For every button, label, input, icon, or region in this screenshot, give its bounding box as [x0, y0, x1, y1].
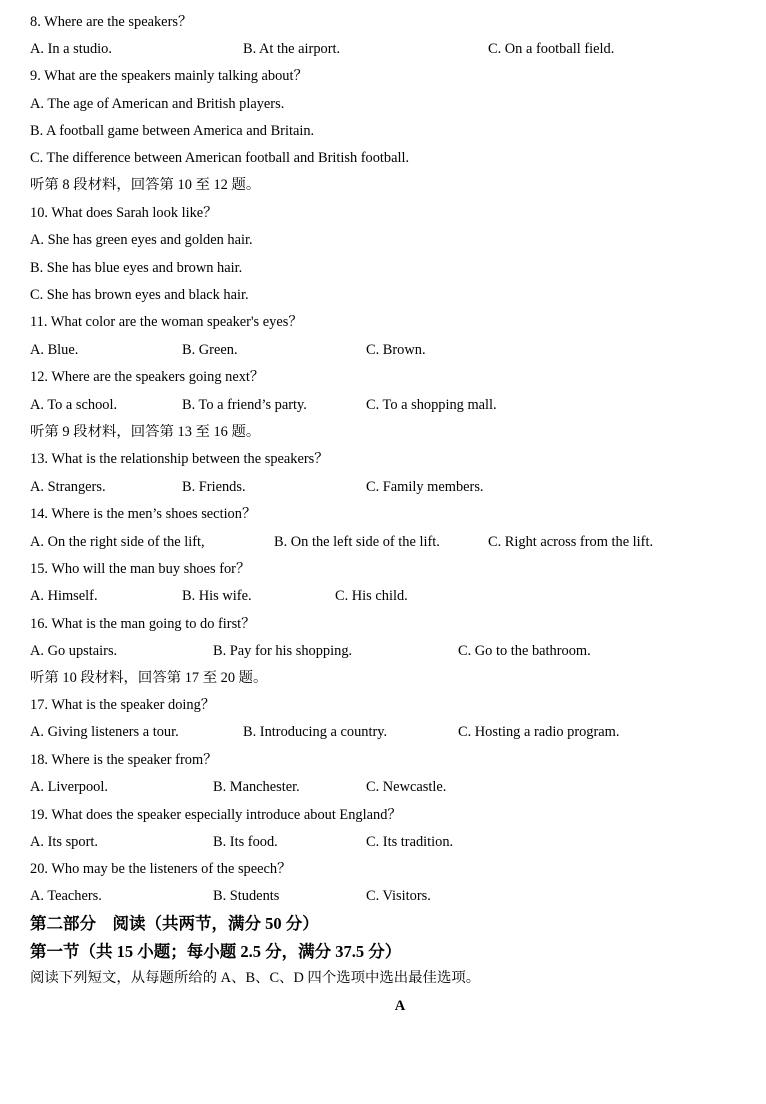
option-a: A. On the right side of the lift, [30, 534, 205, 550]
option-c: C. Its tradition. [366, 834, 454, 850]
option-a: A. She has green eyes and golden hair. [30, 232, 253, 248]
option-c: C. Visitors. [366, 888, 431, 904]
option-row [30, 529, 750, 556]
option-c: C. She has brown eyes and black hair. [30, 287, 249, 303]
option-b: B. At the airport. [243, 41, 341, 57]
question-prompt: 12. Where are the speakers going next？ [30, 369, 265, 385]
option-a: A. In a studio. [30, 41, 112, 57]
option-b: B. On the left side of the lift. [274, 534, 440, 550]
question-prompt: 8. Where are the speakers？ [30, 14, 193, 30]
option-b: B. Students [213, 888, 280, 904]
option-a: A. Himself. [30, 588, 98, 604]
question-prompt: 19. What does the speaker especially introduce about England？ [30, 807, 402, 823]
question-prompt: 16. What is the man going to do first？ [30, 616, 256, 632]
option-c: C. Family members. [366, 479, 484, 495]
question-prompt: 20. Who may be the listeners of the speech？ [30, 861, 292, 877]
option-a: A. Go upstairs. [30, 643, 118, 659]
section-instruction: 听第 8 段材料，回答第 10 至 12 题。 [30, 177, 261, 193]
option-b: B. A football game between America and Britain. [30, 123, 315, 139]
option-b: B. Green. [182, 342, 238, 358]
option-b: B. She has blue eyes and brown hair. [30, 260, 243, 276]
option-b: B. To a friend’s party. [182, 397, 307, 413]
option-c: C. To a shopping mall. [366, 397, 497, 413]
question-prompt: 18. Where is the speaker from？ [30, 752, 218, 768]
option-c: C. Hosting a radio program. [458, 724, 620, 740]
option-c: C. Right across from the lift. [488, 534, 654, 550]
option-a: A. Strangers. [30, 479, 106, 495]
reading-instruction: 阅读下列短文，从每题所给的 A、B、C、D 四个选项中选出最佳选项。 [30, 970, 481, 986]
option-c: C. Newcastle. [366, 779, 447, 795]
option-a: A. Giving listeners a tour. [30, 724, 179, 740]
option-b: B. Friends. [182, 479, 246, 495]
option-row [30, 36, 750, 63]
option-c: C. Brown. [366, 342, 426, 358]
option-row [30, 392, 750, 419]
option-a: A. Its sport. [30, 834, 98, 850]
question-prompt: 9. What are the speakers mainly talking about？ [30, 68, 308, 84]
option-b: B. Pay for his shopping. [213, 643, 353, 659]
option-row [30, 774, 750, 801]
question-prompt: 13. What is the relationship between the speakers？ [30, 451, 329, 467]
section-instruction: 听第 10 段材料，回答第 17 至 20 题。 [30, 670, 268, 686]
option-b: B. His wife. [182, 588, 252, 604]
option-row [30, 583, 750, 610]
option-a: A. Liverpool. [30, 779, 108, 795]
question-prompt: 15. Who will the man buy shoes for？ [30, 561, 251, 577]
option-b: B. Manchester. [213, 779, 300, 795]
option-c: C. Go to the bathroom. [458, 643, 591, 659]
option-a: A. The age of American and British players. [30, 96, 285, 112]
option-a: A. To a school. [30, 397, 118, 413]
option-c: C. The difference between American football and British football. [30, 150, 410, 166]
option-row [30, 474, 750, 501]
option-a: A. Teachers. [30, 888, 102, 904]
option-row [30, 883, 750, 910]
option-b: B. Introducing a country. [243, 724, 388, 740]
question-prompt: 14. Where is the men’s shoes section？ [30, 506, 257, 522]
option-row [30, 638, 750, 665]
section-subheading: 第一节（共 15 小题；每小题 2.5 分，满分 37.5 分） [30, 942, 402, 961]
section-instruction: 听第 9 段材料，回答第 13 至 16 题。 [30, 424, 261, 440]
option-row [30, 719, 750, 746]
question-prompt: 10. What does Sarah look like？ [30, 205, 218, 221]
option-c: C. His child. [335, 588, 408, 604]
option-row [30, 337, 750, 364]
question-prompt: 11. What color are the woman speaker's eyes？ [30, 314, 303, 330]
option-c: C. On a football field. [488, 41, 615, 57]
option-b: B. Its food. [213, 834, 278, 850]
option-a: A. Blue. [30, 342, 79, 358]
passage-label: A [394, 998, 406, 1014]
part-heading: 第二部分 阅读（共两节，满分 50 分） [30, 914, 319, 933]
option-row [30, 829, 750, 856]
question-prompt: 17. What is the speaker doing？ [30, 697, 216, 713]
